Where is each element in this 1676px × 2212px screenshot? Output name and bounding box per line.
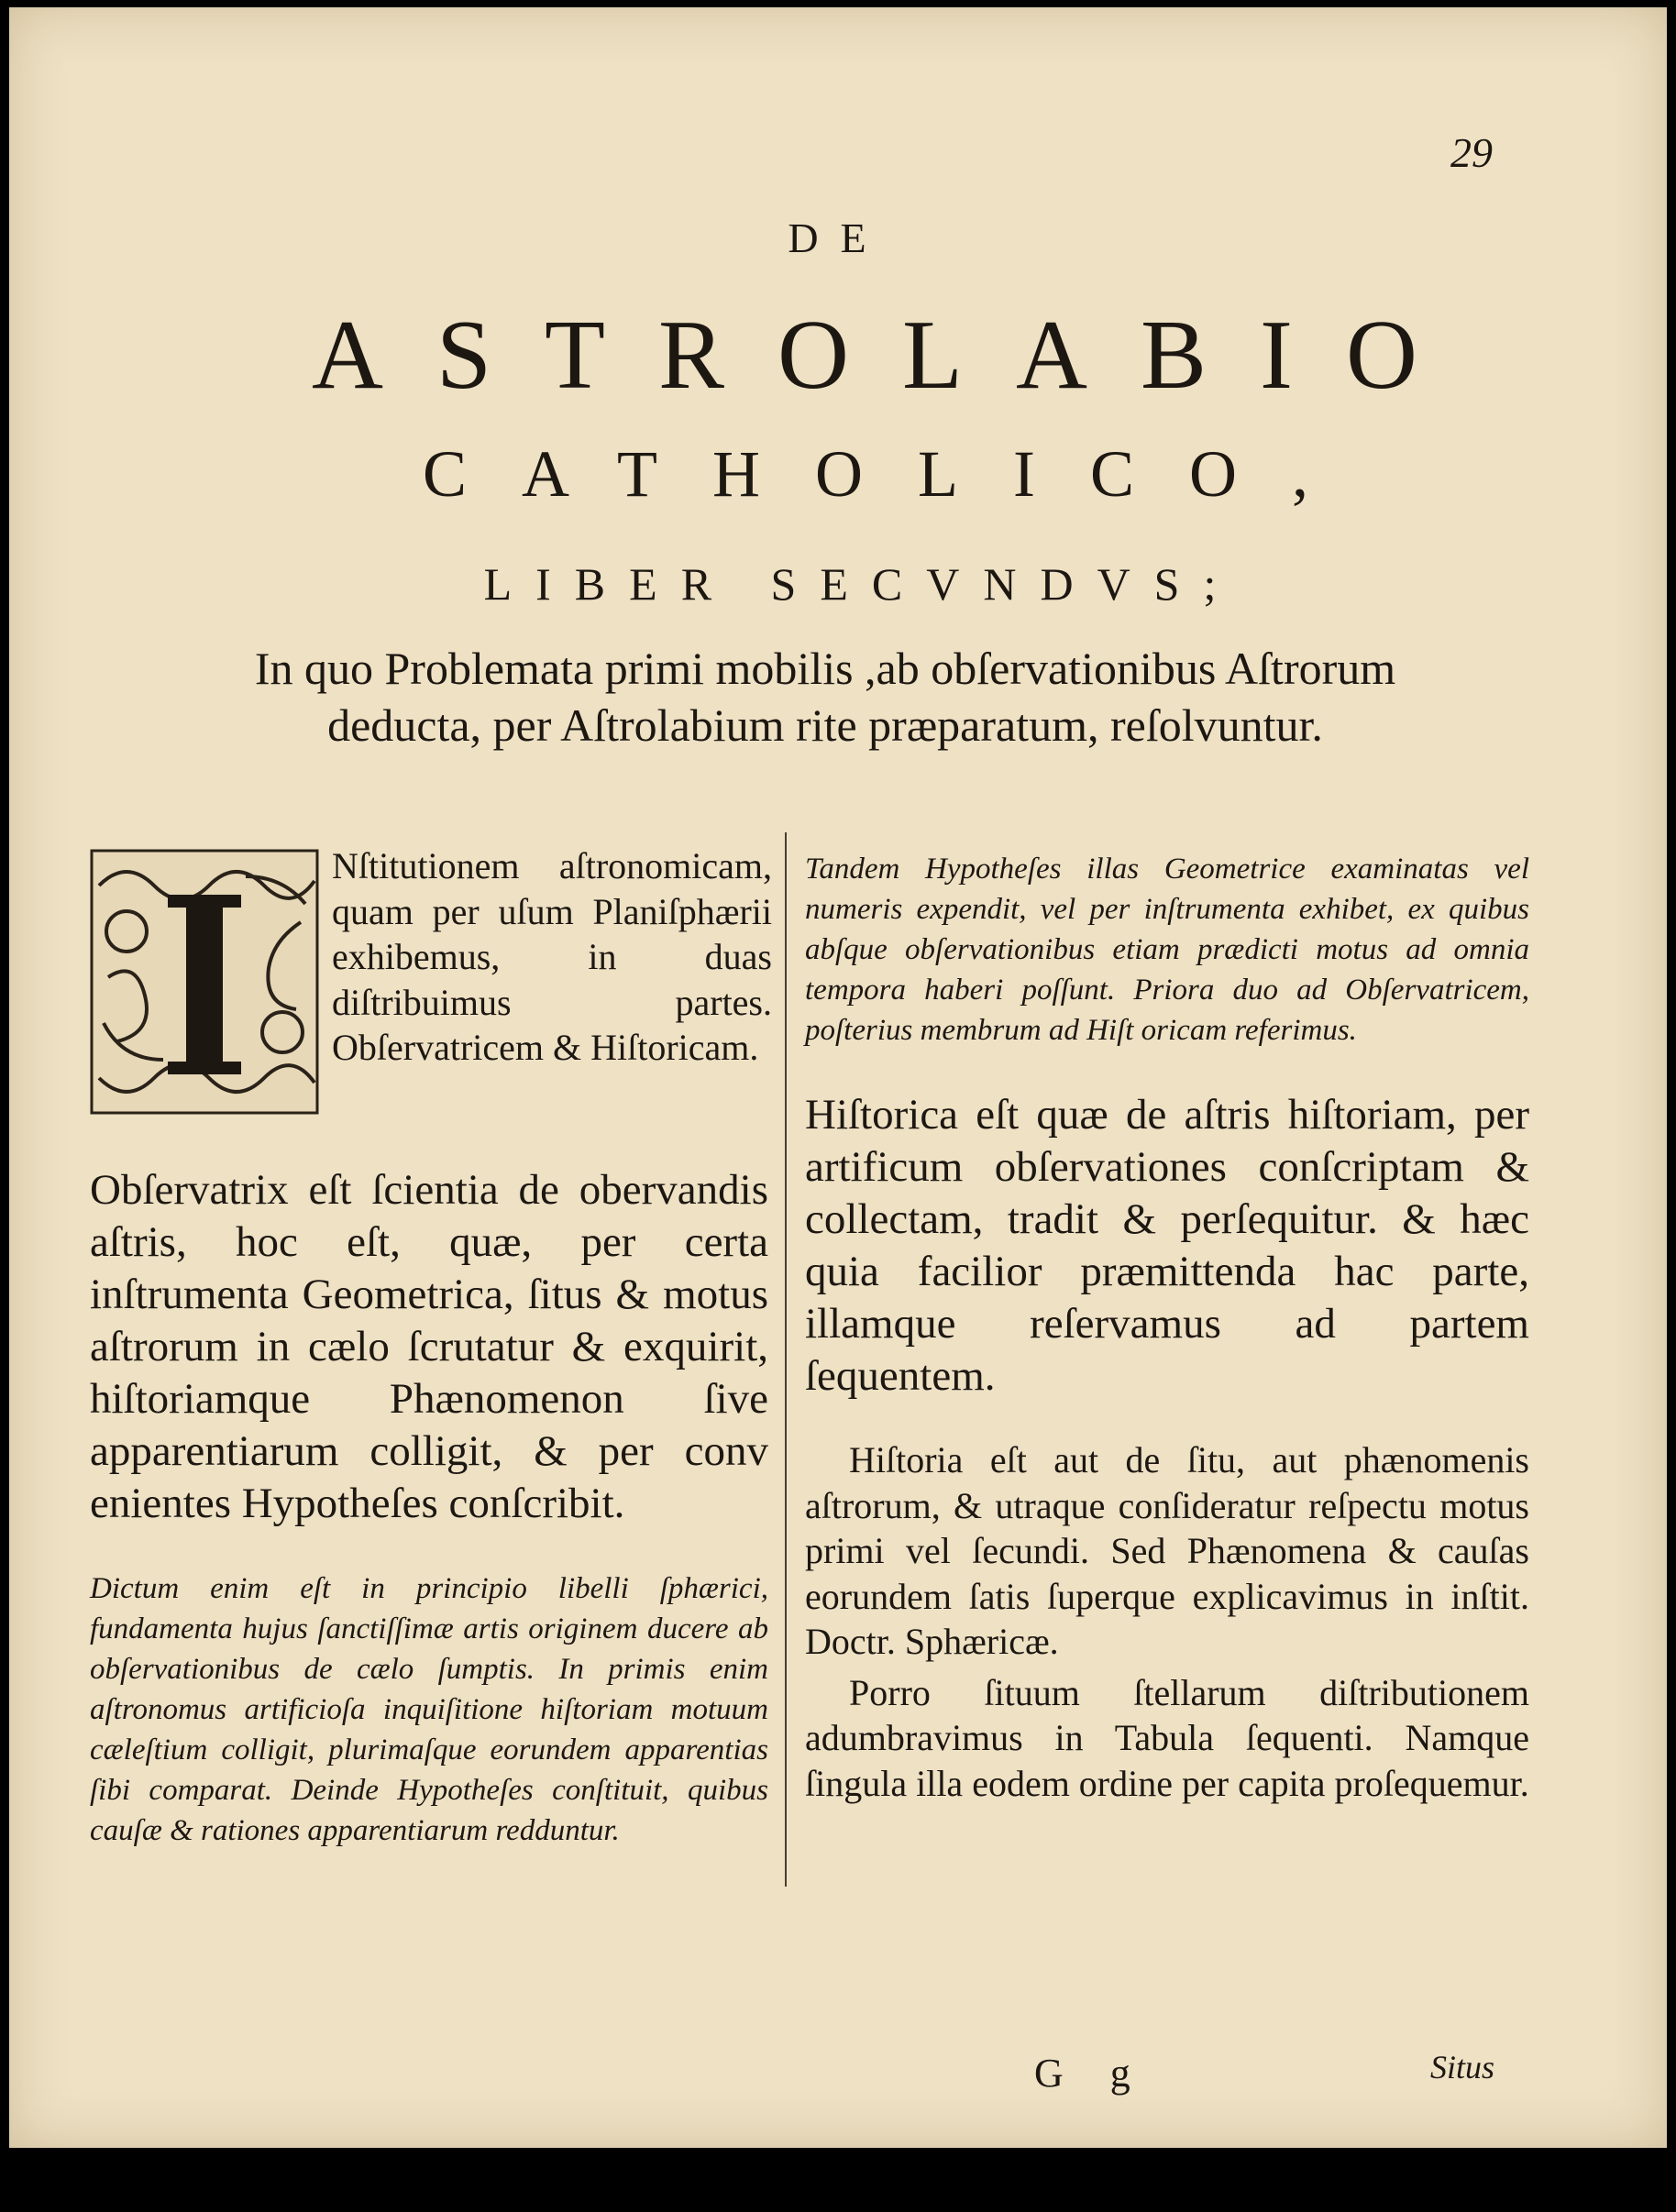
left-column (90, 1164, 768, 1851)
page-number: 29 (1450, 129, 1493, 176)
column-rule (785, 832, 787, 1887)
paragraph-historia: Hiſtoria eſt aut de ſitu, aut phænomenis aſtrorum, & utraque conſideratur reſpectu motus primi vel ſecundi. Sed Phænomena & cauſas eorundem ſatis ſuperque explicavimus in inſtit. Doctr. Sphæricæ. (805, 1439, 1529, 1662)
heading-catholico: CATHOLICO, (423, 437, 1363, 511)
signature-mark: G g (1034, 2051, 1149, 2096)
paragraph-tandem: Tandem Hypotheſes illas Geometrice examinatas vel numeris expendit, vel per inſtrumenta exhibet, ex quibus abſque obſervationibus etiam prædicti motus ad omnia tempora haberi poſſunt. Priora duo ad Obſervatricem, poſterius membrum ad Hiſt oricam referimus. (805, 853, 1529, 1047)
paragraph-dictum: Dictum enim eſt in principio libelli ſphærici, fundamenta hujus ſanctiſſimæ artis originem ducere ab obſervationibus de cælo ſumptis. In primis enim aſtronomus artificioſa inquiſitione hiſtoriam motuum cæleſtium colligit, plurimaſque eorundem apparentias ſibi comparat. Deinde Hypotheſes conſtituit, quibus cauſæ & rationes apparentiarum redduntur. (90, 1572, 768, 1847)
paragraph-historica: Hiſtorica eſt quæ de aſtris hiſtoriam, per artificum obſervationes conſcriptam & collectam, tradit & perſequitur. & hæc quia facilior præmittenda hac parte, illamque reſervamus ad partem ſequentem. (805, 1091, 1529, 1400)
heading-liber-secundus: LIBER SECVNDVS; (483, 558, 1240, 610)
book-page (9, 7, 1667, 2148)
paragraph-porro: Porro ſituum ſtellarum diſtributionem adumbravimus in Tabula ſequenti. Namque ſingula illa eodem ordine per capita proſequemur. (805, 1671, 1529, 1804)
intro-paragraph: Nſtitutionem aſtronomicam, quam per uſum Planiſphærii exhibemus, in duas diſtribuimus partes. Obſervatricem & Hiſtoricam. (332, 845, 772, 1068)
paragraph-observatrix: Obſervatrix eſt ſcientia de obervandis aſtris, hoc eſt, quæ, per certa inſtrumenta Geometrica, ſitus & motus aſtrorum in cælo ſcrutatur & exquirit, hiſtoriamque Phænomenon ſive apparentiarum colligit, & per conv enientes Hypotheſes conſcribit. (90, 1166, 768, 1527)
chapter-subtitle: In quo Problemata primi mobilis ,ab obſervationibus Aſtrorum deducta, per Aſtrolabium rite præparatum, reſolvuntur. (254, 643, 1396, 751)
heading-de: DE (788, 215, 888, 261)
heading-astrolabio: ASTROLABIO (311, 301, 1472, 410)
right-column (805, 849, 1529, 1806)
catchword: Situs (1430, 2049, 1495, 2085)
decorated-initial-icon (90, 849, 319, 1115)
